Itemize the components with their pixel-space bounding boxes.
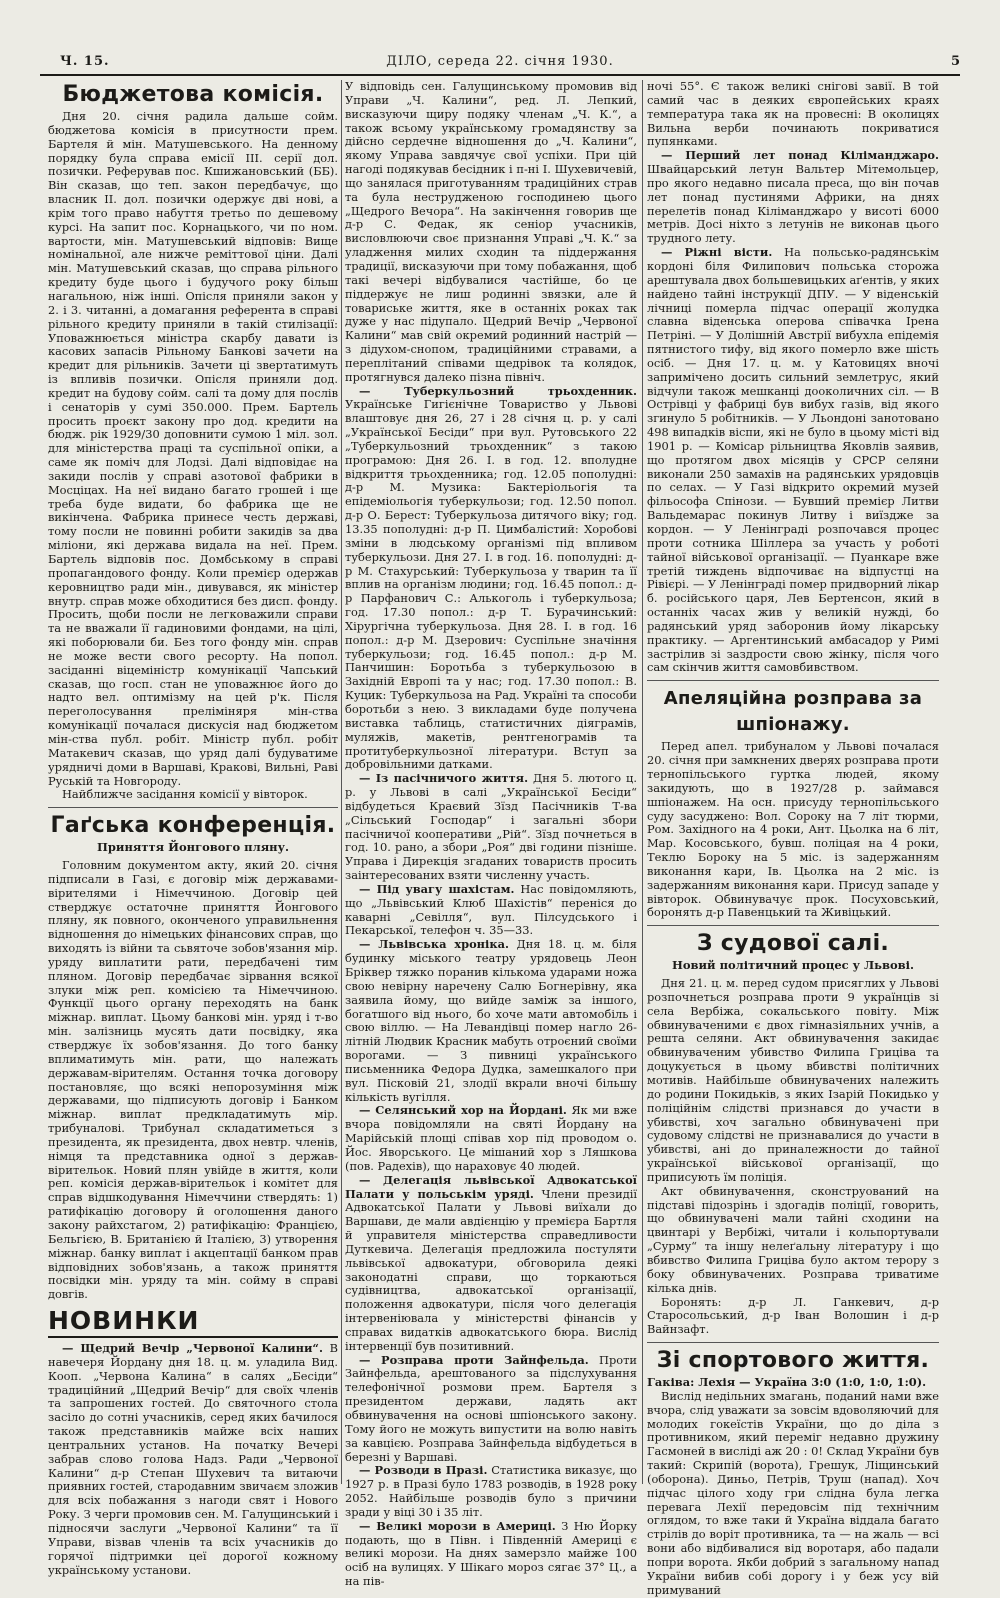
news-item-title: — Львівська хроніка. [359, 937, 509, 952]
news-heading: НОВИНКИ [48, 1306, 338, 1338]
news-item-title: — Делегація львівської Адвокатської Палати у польськім уряді. [345, 1172, 637, 1201]
column-divider [341, 80, 342, 1484]
news-item-title: — Із пасічничого життя. [359, 771, 529, 786]
news-item [345, 938, 637, 1104]
news-item-text: Статистика виказує, що 1927 р. в Празі було 1783 розводів, в 1928 року 2052. Найбільше розводів було з причини зради у віці 30 і 35 літ. [345, 1463, 637, 1519]
column-2 [345, 79, 638, 1589]
news-item-text: Швайцарський летун Вальтер Мітемольцер, про якого недавно писала преса, що він почав лет понад пустинями Африки, на днях перелетів понад Кіліманджаро у висоті 6000 метрів. Досі ніхто з летунів не виконав цього трудного лету. [647, 162, 939, 246]
news-continuation: ночі 55°. Є також великі снігові завії. В той самий час в деяких європейських краях температура така як на провесні: В околицях Вильна верби починають покриватися пупянками. [647, 79, 939, 149]
news-item [345, 1354, 637, 1465]
hague-text: Головним документом акту, який 20. січня підписали в Газі, є договір між державами-вірителями і Німеччиною. Договір цей стверджує остаточне приняття Йонгового пляну, як повного, оконченого управильнення відношення до німецьких фінансових справ, що виходять із війни та сьвяточе зобов'язання мір. уряду виплатити рати, передбачені тим пляном. Договір передбачає зірвання всякої злуки між реп. комісією та Німеччиною. Функції цього органу переходять на банк міжнар. виплат. Цьому банкові мін. уряд і т-во мін. залізниць мусять дати посвідку, яка стверджує їх зобов'язання. До того банку вплиматимуть мін. рати, що належать державам-вірителям. Остання точка договору постановляє, що всякі непорозуміння між державами, що підписують договір і Банком міжнар. виплат предкладатимуть мір. трибуналові. Трибунал складатиметься з президента, як президента, двох невтр. членів, німця та представника одної з держав-вірительок. Новий плян увійде в життя, коли реп. комісія держав-вірительок і комітет для справ відшкодування Німеччини ствердять: 1) ратифікацію договору й оголошення даного закону райхстагом, 2) ратифікацію: Францією, Бельгією, В. Британією й Італією, 3) утворення міжнар. банку виплат і акцептації банком прав відповідних зобов'язань, а також приняття посвідки мін. уряду та мін. сойму в справі довгів. [48, 858, 338, 1302]
news-item-title: — Селянський хор на Йордані. [359, 1103, 567, 1118]
news-item-title: — Ріжні вісти. [661, 245, 773, 260]
news-item [647, 246, 939, 675]
divider [647, 680, 939, 681]
sport-match-result: Гаківа: Лехія — Україна 3:0 (1:0, 1:0, 1:0). [647, 1375, 927, 1390]
news-item-title: — Під увагу шахістам. [359, 881, 515, 896]
divider [48, 807, 338, 808]
news-item [345, 1464, 637, 1519]
court-text: Дня 21. ц. м. перед судом присяглих у Львові розпочнеться розправа проти 9 українців зі села Вербіжа, сокальського повіту. Між обвинуваченими є двох гімназіяльних учнів, а решта селяни. Акт обвинувачення закидає обвинуваченим убивство Филипа Гриціва та доцукується в цьому вбивстві політичних мотивів. Найбільше обвинувачених належить до родини Покидьків, з яких Ізарій Покидько у поліційнім слідстві признався до участи в убивстві, хоч загально обвинувачені при судовому слідстві не признавалися до участи в убивстві, ані до приналежности до тайної української військової організації, що приписують їм поліція. [647, 976, 939, 1184]
divider [647, 925, 939, 926]
issue-number: Ч. 15. [60, 54, 110, 69]
court-heading: З судової салі. [696, 931, 890, 957]
news-item-text: В навечеря Йордану дня 18. ц. м. уладила Вид. Кооп. „Червона Калина“ в салях „Бесіди“ традиційний „Щедрий Вечір“ для своїх членів та запрошених гостей. До святочного стола засіло до сотні учасників, серед яких бачилося також представників майже всіх наших центральних установ. На початку Вечері забрав слово голова Надз. Ради „Червоної Калини“ д-р Степан Шухевич та витаючи приявних гостей, стародавним звичаєм зложив для всіх побажання з нагоди свят і Нового Року. З черги промовив сен. М. Галущинський і підносячи заслуги „Червоної Калини“ та її Управи, візвав членів та всіх учасників до горячої підтримки цеї дорогої кожному українському установи. [48, 1341, 339, 1577]
newspaper-title-date: ДІЛО, середа 22. січня 1930. [386, 54, 614, 69]
budget-text: Дня 20. січня радила дальше сойм. бюджетова комісія в присутности прем. Бартеля й мін. Матушевського. На денному порядку була справа емісії III. серії дол. позички. Реферував пос. Кшижановський (ББ). Він сказав, що теп. закон передбачує, що власник II. дол. позички одержує дві нові, а крім того право набуття третьо по дешевому курсі. На запит пос. Корнацького, чи по ном. вартости, мін. Матушевський відповів: Вище номінальної, але нижче реміттової ціни. Далі мін. Матушевський сказав, що справа рільного кредиту буде цього і будучого року більш нагальною, ніж інші. Опісля приняли закон у 2. і 3. читанні, а домагання референта в справі рільного кредиту приняли в такій стилізації: Уповажнюється міністра скарбу давати із касових запасів Рільному Банкові зачети на кредит для рільників. Зачети ці звертатимуть із впливів позички. Опісля приняли дод. кредит на будову сойм. салі та дому для послів і сенаторів у сумі 350.000. Прем. Бартель просить проєкт закону про дод. кредити на бюдж. рік 1929/30 доповнити сумою 1 міл. зол. для міністерства праці та суспільної опіки, а саме як поміч для Лодзі. Далі відповідає на закиди послів у справі азотової фабрики в Мосціцах. На неї видано багато грошей і ще треба буде видати, бо фабрика ще не викінчена. Фабрика принесе честь державі, тому посли не повинні робити закидів за два міліони, які держава видала на неї. Прем. Бартель відповів пос. Домбському в справі пропагандового фонду. Коли премієр одержав керовництво ради мін., дивувався, як міністер внутр. справ може обходитися без дисп. фонду. Просить, щоби посли не легковажили справи та не вважали її гадиновими фондами, на цілі, які поборювали би. Без того фонду мін. справ не може вести свого ресорту. На попол. засіданні віцеміністр комунікації Чапський сказав, що госп. стан не уповажнює його до надто вел. оптимізму на цей р'к. Після переголосування преліміняря мін-ства комунікації почалася дискусія над бюджетом мін-ства публ. робіт. Міністр публ. робіт Матакевич сказав, що уряд далі будуватиме урядничі доми в Варшаві, Кракові, Вильні, Раві Руській та Новгороду. [48, 109, 338, 788]
page-header [40, 54, 960, 76]
budget-closing: Найближче засідання комісії у вівторок. [62, 787, 308, 802]
news-item-text: З Ню Йорку подають, що в Півн. і Південній Америці є великі морози. На днях замерзло майже 100 осіб на вулицях. У Шікаго мороз сягає 37° Ц., а на пів- [345, 1518, 638, 1589]
news-item-title: — Розводи в Празі. [359, 1463, 488, 1478]
news-item [345, 772, 637, 883]
appeal-heading: Апеляційна розправа за шпіонажу. [663, 688, 923, 736]
hague-subheading: Приняття Йонгового пляну. [97, 840, 289, 855]
news-item [345, 1104, 637, 1173]
news-item-text: На польсько-радянськім кордоні біля Филипович польська сторожа арештувала двох большевицьких аґентів, у яких найдено тайні інструкції ДПУ. — У віденській лічниці померла підчас операції жолудка славна віденська оперова співачка Ірена Петріні. — У Долішній Австрії вибухла епідемія пятнистого тифу, від якого померло вже шість осіб. — Дня 17. ц. м. у Катовицях вночі запримічено досить сильний землетрус, який відчули також мешканці дооколичних сіл. — В Острівці у фабриці був вибух газів, від якого згинуло 5 робітників. — У Льондоні занотовано 498 випадків віспи, які не було в цьому місті від 1901 р. — Комісар рільництва Яковлів заявив, що протягом двох місяців у СРСР селяни виконали 250 замахів на радянських урядовців по селах. — У Газі відкрито окремий музей фільософа Спінози. — Бувший премієр Литви Вальдемарас покинув Литву і виїздже за кордон. — У Ленінграді розпочався процес проти сотника Шіллера за участь у роботі тайної військової організації. — Пуанкаре вже третій тиждень відпочиває на відпустці на Рівієрі. — У Ленінграді помер придворний лікар б. російського царя, Лев Бертенсон, який в останніх часах жив у великій нужді, бо радянський уряд заборонив йому лікарську практику. — Аргентинський амбасадор у Римі застрілив зі заздрости свою жінку, після чого сам скінчив життя самовбивством. [647, 245, 939, 675]
column-3 [647, 79, 939, 1597]
court-defense: Боронять: д-р Л. Ганкевич, д-р Старосольський, д-р Іван Волошин і д-р Вайнзафт. [647, 1294, 939, 1337]
news-item-text: Проти Зайнфельда, арештованого за підслухування телефонічної розмови прем. Бартеля з президентом держави, ладять акт обвинувачення на основі шпіонського закону. Тому його не можуть випустити на волю навіть за кавцією. Розправа Зайнфельда відбудеться в березні у Варшаві. [345, 1352, 637, 1464]
news-item-title: — Туберкульозний трьохденник. [359, 383, 637, 398]
news-item-title: — Перший лет понад Кіліманджаро. [661, 148, 939, 163]
news-item-title: — Щедрий Вечір „Червоної Калини“. [62, 1341, 323, 1356]
news-item-title: — Великі морози в Америці. [359, 1518, 556, 1533]
news-item [647, 149, 939, 246]
news-item [345, 1174, 637, 1354]
budget-heading: Бюджетова комісія. [62, 82, 324, 107]
court-subheading: Новий політичний процес у Львові. [671, 958, 915, 973]
hague-heading: Гаґська конференція. [50, 813, 336, 839]
news-item [345, 883, 637, 938]
header-rule [40, 74, 960, 76]
divider [647, 1342, 939, 1343]
court-text-2: Акт обвинувачення, сконструований на підставі підозрінь і здогадів поліції, говорить, що обвинувачені мали тайні сходини на цвинтарі у Вербіжі, читали і кольпортували „Сурму“ та іншу нелеґальну літературу і що вбивство Филипа Гриціва було актом терору з боку обвинувачених. Розправа триватиме кілька днів. [647, 1183, 939, 1295]
news-item-text: Дня 5. лютого ц. р. у Львові в салі „Української Бесіди“ відбудеться Краєвий Зїзд Пасічників Т-ва „Сільський Господар“ і загальні збори пасічничої кооперативи „Рій“. Зїзд почнеться в год. 10. рано, а збори „Роя“ дві години пізніше. Управа і Дирекція згаданих товариств просить заінтересованих взяти численну участь. [345, 771, 637, 883]
column-1 [48, 80, 339, 1577]
news-item [48, 1342, 338, 1577]
column-divider [642, 80, 643, 1484]
news-item-text: Українське Гигієнічне Товариство у Львові влаштовує дня 26, 27 і 28 січня ц. р. у салі „Української Бесіди“ при вул. Рутовського 22 „Туберкульозний трьохденник“ з такою програмою: Дня 26. І. в год. 12. вполудне відкриття трьохденника; год. 12.05 пополудні: д-р М. Музика: Бактеріольогія та епідеміольогія туберкульози; год. 12.50 попол. д-р О. Берест: Туберкульоза дитячого віку; год. 13.35 пополудні: д-р П. Цимбалістий: Хоробові зміни в людському організмі під впливом туберкульози. Дня 27. І. в год. 16. пополудні: д-р М. Стахурський: Туберкульоза у тварин та її вплив на організм людини; год. 16.45 попол.: д-р Парфанович С.: Алькоголь і туберкульоза; год. 17.30 попол.: д-р Т. Бурачинський: Хірургічна туберкульоза. Дня 28. І. в год. 16 попол.: д-р М. Дзерович: Суспільне значіння туберкульози; год. 16.45 попол.: д-р М. Панчишин: Боротьба з туберкульозою в Західній Европі та у нас; год. 17.30 попол.: В. Куцик: Туберкульоза на Рад. Україні та способи боротьби з нею. З викладами буде получена виставка таблиць, статистичних діяграмів, муляжів, макетів, рентгенограмів та протитуберкульозної літератури. Вступ за добровільними датками. [345, 397, 637, 772]
news-item [345, 385, 637, 773]
news-continuation: У відповідь сен. Галущинському промовив від Управи „Ч. Калини“, ред. Л. Лепкий, висказуючи щиру подяку членам „Ч. К.“, а також всьому українському громадянству за дійсно сердечне відношення до „Ч. Калини“, якому Управа завдячує свої успіхи. При цій нагоді подякував бесідник і п-ні І. Шухевичевій, що занялася приготуванням традиційних страв та була неструдженою господинею цього „Щедрого Вечора“. На закінчення говорив ще д-р С. Федак, як сеніор учасників, висловлюючи своє признання Управі „Ч. К.“ за уладження милих сходин та піддержання традиції, висказуючи при тому побажання, щоб такі вечері відбувалися частійше, бо це піддержує не лиш родинні звязки, але й товариське життя, яке в останніх роках так дуже у нас підупало. Щедрий Вечір „Червоної Калини“ мав свій окремий родинний настрій — з дідухом-снопом, традиційними стравами, а переплітаний співами щедрівок та колядок, протягнувся далеко пізна північ. [345, 79, 637, 384]
news-item-text: Нас повідомляють, що „Львівський Клюб Шахістів“ переніся до каварні „Севілля“, вул. Пілсудського і Пекарської, телефон ч. 35—33. [345, 881, 637, 938]
news-item-text: Члени президії Адвокатської Палати у Львові виїхали до Варшави, де мали авдієнцію у премієра Бартля й управителя міністерства справедливости Дуткевича. Делегація предложила постуляти львівської адвокатури, обговорила деякі законодатні справи, що торкаються судівництва, адвокатської організації, положення адвокатури, після чого делегація інтервеніювала у міністерстві фінансів у справах видатків адвокатського бюра. Вислід інтервенції був позитивний. [345, 1186, 637, 1353]
news-item-text: Дня 18. ц. м. біля будинку міського театру урядовець Леон Бріквер тяжко поранив кількома ударами ножа свою невірну наречену Салю Богнерівну, яка заявила йому, що вийде заміж за іншого, богатшого від нього, бо хоче мати автомобіль і свою віллю. — На Левандівці помер нагло 26-літній Людвик Красник мабуть отроєний своїми ворогами. — З пивниці українського письменника Федора Дудка, замешкалого при вул. Пісковій 21, злодії вкрали вночі більшу кількість вугілля. [345, 937, 637, 1104]
page-number: 5 [950, 54, 960, 69]
news-item-title: — Розправа проти Зайнфельда. [359, 1352, 589, 1367]
news-item [345, 1520, 637, 1589]
sport-heading: Зі спортового життя. [656, 1348, 930, 1374]
sport-text: Вислід недільних змагань, поданий нами вже вчора, слід уважати за зовсім вдоволяючий для молодих гокеїстів України, що до діла з противником, який переміг недавно дружину Гасмоней в висліді аж 20 : 0! Склад України був такий: Скрипій (ворота), Грешук, Ліщинський (оборона). Диньо, Петрів, Труш (напад). Хоч підчас цілого ходу гри слідна була легка перевага Лехії передовсім під технічним оглядом, то вже таки й Україна віддала багато стрілів до воріт противника, та — на жаль — всі вони або відбивалися від воротаря, або падали попри ворота. Якби добрий з загальному напад України вибив собі дорогу і у беж усу вій примуваний [647, 1388, 939, 1597]
news-item-text: Як ми вже вчора повідомляли на святі Йордану на Марійській площі співав хор під проводом о. Йос. Яворського. Це мішаний хор з Ляшкова (пов. Радехів), що нараховує 40 людей. [345, 1103, 637, 1173]
appeal-text: Перед апел. трибуналом у Львові почалася 20. січня при замкнених дверях розправа проти тернопільського гуртка людей, якому закидують, що в 1927/28 р. займався шпіонажем. На осн. присуду тернопільського суду засуджено: Вол. Сороку на 7 літ тюрми, Ром. Західного на 4 роки, Ант. Цьолка на 6 літ, Мар. Косовського, бувш. поліцая на 4 роки, Теклю Бороку на 5 міс. із задержанням виконання кари, Ів. Цьолка на 2 міс. із задержанням виконання кари. Присуд западе у вівторок. Обвинувачує прок. Посуховський, боронять д-р Павенцький та Живіцький. [647, 739, 939, 920]
